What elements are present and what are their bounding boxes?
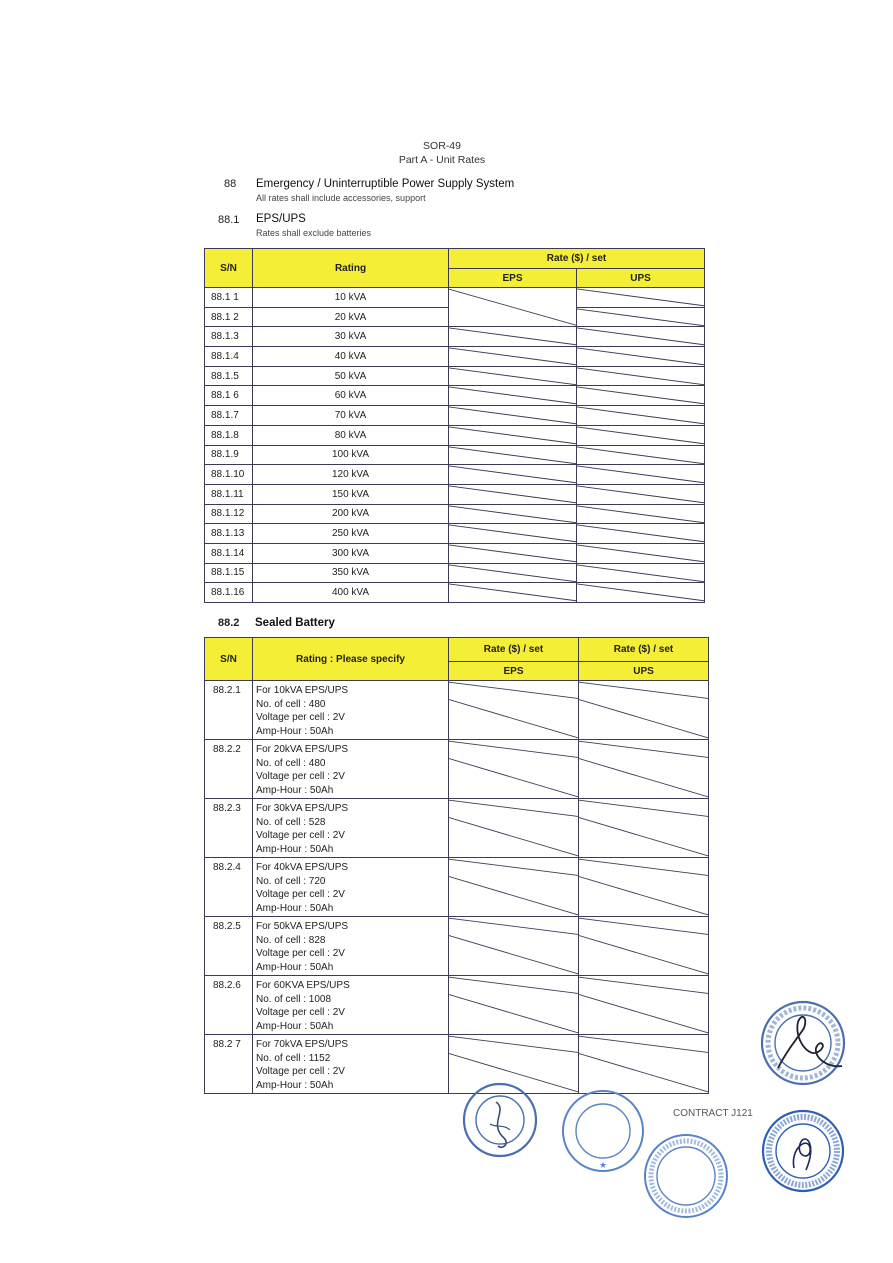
- ups-rate-cell: [579, 917, 709, 976]
- ups-rate-cell: [577, 504, 705, 524]
- bnl-stamp-large: [560, 1088, 646, 1174]
- bnl-stamp-right: [758, 998, 848, 1088]
- section-88-1-number: 88.1: [218, 214, 240, 226]
- strike-lines: [449, 544, 576, 563]
- table-row: [205, 799, 709, 858]
- table-row: [205, 543, 705, 563]
- eps-rate-cell: [449, 504, 577, 524]
- table-row: [205, 347, 705, 367]
- row-rating: 80 kVA: [253, 425, 449, 445]
- row-rating: 150 kVA: [253, 484, 449, 504]
- table-row: [205, 858, 709, 917]
- col-header-sn: S/N: [205, 638, 253, 681]
- strike-lines: [577, 524, 704, 543]
- eps-ups-rate-table: [204, 248, 705, 603]
- eps-rate-cell: [449, 976, 579, 1035]
- strike-lines: [449, 505, 576, 524]
- document-subtitle: Part A - Unit Rates: [398, 154, 486, 166]
- ups-rate-cell: [577, 543, 705, 563]
- table-row: [205, 366, 705, 386]
- row-sn: 88.2.5: [205, 917, 253, 976]
- strike-lines: [577, 308, 704, 327]
- strike-lines: [579, 976, 708, 1034]
- col-header-rating: Rating : Please specify: [253, 638, 449, 681]
- table-row: [205, 583, 705, 603]
- sealed-battery-rate-table: [204, 637, 709, 1094]
- eps-rate-cell: [449, 917, 579, 976]
- table-row: [205, 740, 709, 799]
- eps-rate-cell: [449, 406, 577, 426]
- eps-rate-cell: [449, 563, 577, 583]
- lotte-stamp-middle: [642, 1132, 730, 1220]
- strike-lines: [579, 858, 708, 916]
- lotte-stamp-right: [760, 1108, 846, 1194]
- row-description: [253, 917, 449, 976]
- row-sn: 88.2 7: [205, 1035, 253, 1094]
- row-cell-count: No. of cell : 1152: [256, 1052, 331, 1064]
- row-description: [253, 799, 449, 858]
- strike-lines: [579, 740, 708, 798]
- row-sn: 88.1.9: [205, 445, 253, 465]
- col-header-rate: Rate ($) / set: [449, 249, 705, 269]
- ups-rate-cell: [579, 740, 709, 799]
- row-amp-hour: Amp-Hour : 50Ah: [256, 725, 334, 737]
- row-sn: 88.1.7: [205, 406, 253, 426]
- row-sn: 88.1.15: [205, 563, 253, 583]
- eps-rate-cell: [449, 347, 577, 367]
- eps-rate-cell: [449, 288, 577, 327]
- strike-lines: [579, 799, 708, 857]
- strike-lines: [449, 465, 576, 484]
- row-title: For 60KVA EPS/UPS: [256, 980, 350, 991]
- ups-rate-cell: [579, 976, 709, 1035]
- row-amp-hour: Amp-Hour : 50Ah: [256, 843, 334, 855]
- section-88-1-title: EPS/UPS: [256, 213, 306, 225]
- eps-rate-cell: [449, 858, 579, 917]
- row-cell-count: No. of cell : 528: [256, 816, 326, 828]
- row-title: For 20kVA EPS/UPS: [256, 744, 349, 755]
- ups-rate-cell: [577, 583, 705, 603]
- row-rating: 120 kVA: [253, 465, 449, 485]
- strike-lines: [449, 858, 578, 916]
- row-rating: 350 kVA: [253, 563, 449, 583]
- row-sn: 88.2.2: [205, 740, 253, 799]
- row-voltage: Voltage per cell : 2V: [256, 948, 345, 959]
- strike-lines: [449, 681, 578, 739]
- strike-lines: [449, 367, 576, 386]
- row-cell-count: No. of cell : 828: [256, 934, 326, 946]
- strike-lines: [577, 564, 704, 583]
- row-sn: 88.1.16: [205, 583, 253, 603]
- strike-lines: [577, 386, 704, 405]
- strike-lines: [577, 544, 704, 563]
- table-row: [205, 484, 705, 504]
- row-voltage: Voltage per cell : 2V: [256, 1007, 345, 1018]
- eps-rate-cell: [449, 524, 577, 544]
- row-rating: 60 kVA: [253, 386, 449, 406]
- strike-lines: [449, 347, 576, 366]
- row-description: [253, 1035, 449, 1094]
- strike-lines: [577, 446, 704, 465]
- row-rating: 300 kVA: [253, 543, 449, 563]
- table-row: [205, 386, 705, 406]
- row-voltage: Voltage per cell : 2V: [256, 771, 345, 782]
- col-header-rate-eps: Rate ($) / set: [449, 638, 579, 662]
- ups-rate-cell: [577, 347, 705, 367]
- row-sn: 88.1.3: [205, 327, 253, 347]
- eps-rate-cell: [449, 799, 579, 858]
- table-row: [205, 327, 705, 347]
- eps-rate-cell: [449, 583, 577, 603]
- strike-lines: [449, 583, 576, 602]
- strike-lines: [577, 583, 704, 602]
- ups-rate-cell: [579, 799, 709, 858]
- row-sn: 88.2.1: [205, 681, 253, 740]
- ups-rate-cell: [577, 386, 705, 406]
- row-rating: 400 kVA: [253, 583, 449, 603]
- strike-lines: [577, 485, 704, 504]
- row-title: For 70kVA EPS/UPS: [256, 1039, 349, 1050]
- col-header-eps: EPS: [449, 269, 577, 288]
- row-sn: 88.1.11: [205, 484, 253, 504]
- row-sn: 88.1 1: [205, 288, 253, 308]
- row-voltage: Voltage per cell : 2V: [256, 712, 345, 723]
- bnl-stamp-small: [460, 1080, 540, 1160]
- row-title: For 40kVA EPS/UPS: [256, 862, 349, 873]
- ups-rate-cell: [577, 465, 705, 485]
- row-cell-count: No. of cell : 720: [256, 875, 326, 887]
- row-sn: 88.1 2: [205, 307, 253, 327]
- table-row: [205, 445, 705, 465]
- row-rating: 30 kVA: [253, 327, 449, 347]
- strike-lines: [449, 799, 578, 857]
- strike-lines: [577, 426, 704, 445]
- eps-rate-cell: [449, 484, 577, 504]
- ups-rate-cell: [577, 484, 705, 504]
- strike-lines: [577, 465, 704, 484]
- section-88-number: 88: [224, 178, 237, 190]
- row-rating: 200 kVA: [253, 504, 449, 524]
- strike-lines: [449, 406, 576, 425]
- row-sn: 88.1 6: [205, 386, 253, 406]
- ups-rate-cell: [577, 366, 705, 386]
- col-header-sn: S/N: [205, 249, 253, 288]
- table-row: [205, 504, 705, 524]
- eps-rate-cell: [449, 386, 577, 406]
- col-header-eps: EPS: [449, 662, 579, 681]
- row-cell-count: No. of cell : 480: [256, 757, 326, 769]
- eps-rate-cell: [449, 425, 577, 445]
- row-sn: 88.1.5: [205, 366, 253, 386]
- col-header-ups: UPS: [579, 662, 709, 681]
- section-88-2-title: Sealed Battery: [255, 617, 335, 629]
- ups-rate-cell: [579, 858, 709, 917]
- row-sn: 88.1.4: [205, 347, 253, 367]
- row-rating: 100 kVA: [253, 445, 449, 465]
- ups-rate-cell: [577, 327, 705, 347]
- strike-lines: [577, 327, 704, 346]
- strike-lines: [449, 740, 578, 798]
- row-sn: 88.1.14: [205, 543, 253, 563]
- row-title: For 10kVA EPS/UPS: [256, 685, 349, 696]
- ups-rate-cell: [579, 681, 709, 740]
- row-title: For 50kVA EPS/UPS: [256, 921, 349, 932]
- row-description: [253, 976, 449, 1035]
- row-title: For 30kVA EPS/UPS: [256, 803, 349, 814]
- row-sn: 88.2.4: [205, 858, 253, 917]
- row-description: [253, 681, 449, 740]
- row-description: [253, 740, 449, 799]
- row-voltage: Voltage per cell : 2V: [256, 889, 345, 900]
- strike-lines: [577, 406, 704, 425]
- table-row: [205, 563, 705, 583]
- row-rating: 50 kVA: [253, 366, 449, 386]
- row-amp-hour: Amp-Hour : 50Ah: [256, 1079, 334, 1091]
- table-row: [205, 406, 705, 426]
- table-row: [205, 524, 705, 544]
- row-rating: 250 kVA: [253, 524, 449, 544]
- row-rating: 70 kVA: [253, 406, 449, 426]
- document-code: SOR-49: [423, 140, 461, 152]
- strike-lines: [449, 446, 576, 465]
- ups-rate-cell: [577, 524, 705, 544]
- row-sn: 88.1.13: [205, 524, 253, 544]
- strike-lines: [449, 524, 576, 543]
- section-88-title: Emergency / Uninterruptible Power Supply System: [256, 178, 515, 190]
- row-rating: 10 kVA: [253, 288, 449, 308]
- eps-rate-cell: [449, 681, 579, 740]
- ups-rate-cell: [577, 425, 705, 445]
- svg-text:★: ★: [598, 1160, 608, 1170]
- row-rating: 20 kVA: [253, 307, 449, 327]
- strike-lines: [449, 386, 576, 405]
- ups-rate-cell: [577, 307, 705, 327]
- section-88-2-number: 88.2: [218, 617, 240, 629]
- strike-lines: [449, 327, 576, 346]
- strike-lines: [449, 564, 576, 583]
- ups-rate-cell: [577, 445, 705, 465]
- row-amp-hour: Amp-Hour : 50Ah: [256, 1020, 334, 1032]
- section-88-note: All rates shall include accessories, support: [256, 193, 426, 203]
- strike-lines: [449, 976, 578, 1034]
- strike-lines: [577, 505, 704, 524]
- row-sn: 88.1.12: [205, 504, 253, 524]
- table-row: [205, 917, 709, 976]
- strike-lines: [577, 288, 704, 307]
- table-row: [205, 681, 709, 740]
- strike-lines: [449, 288, 576, 326]
- strike-lines: [449, 485, 576, 504]
- row-amp-hour: Amp-Hour : 50Ah: [256, 784, 334, 796]
- eps-rate-cell: [449, 740, 579, 799]
- strike-lines: [577, 347, 704, 366]
- eps-rate-cell: [449, 543, 577, 563]
- table-row: [205, 1035, 709, 1094]
- row-description: [253, 858, 449, 917]
- strike-lines: [579, 917, 708, 975]
- ups-rate-cell: [577, 288, 705, 308]
- row-amp-hour: Amp-Hour : 50Ah: [256, 961, 334, 973]
- row-sn: 88.1.8: [205, 425, 253, 445]
- eps-rate-cell: [449, 445, 577, 465]
- row-voltage: Voltage per cell : 2V: [256, 830, 345, 841]
- strike-lines: [577, 367, 704, 386]
- table-row: [205, 976, 709, 1035]
- strike-lines: [579, 1035, 708, 1093]
- table-row: [205, 288, 705, 308]
- row-voltage: Voltage per cell : 2V: [256, 1066, 345, 1077]
- ups-rate-cell: [579, 1035, 709, 1094]
- strike-lines: [449, 426, 576, 445]
- strike-lines: [579, 681, 708, 739]
- contract-number: CONTRACT J121: [673, 1108, 753, 1119]
- row-sn: 88.2.3: [205, 799, 253, 858]
- col-header-rate-ups: Rate ($) / set: [579, 638, 709, 662]
- table-row: [205, 465, 705, 485]
- eps-rate-cell: [449, 465, 577, 485]
- row-cell-count: No. of cell : 480: [256, 698, 326, 710]
- eps-rate-cell: [449, 366, 577, 386]
- row-rating: 40 kVA: [253, 347, 449, 367]
- col-header-rating: Rating: [253, 249, 449, 288]
- row-sn: 88.1.10: [205, 465, 253, 485]
- strike-lines: [449, 917, 578, 975]
- eps-rate-cell: [449, 327, 577, 347]
- ups-rate-cell: [577, 406, 705, 426]
- row-cell-count: No. of cell : 1008: [256, 993, 332, 1005]
- col-header-ups: UPS: [577, 269, 705, 288]
- table-row: [205, 425, 705, 445]
- ups-rate-cell: [577, 563, 705, 583]
- row-amp-hour: Amp-Hour : 50Ah: [256, 902, 334, 914]
- row-sn: 88.2.6: [205, 976, 253, 1035]
- section-88-1-note: Rates shall exclude batteries: [256, 228, 372, 238]
